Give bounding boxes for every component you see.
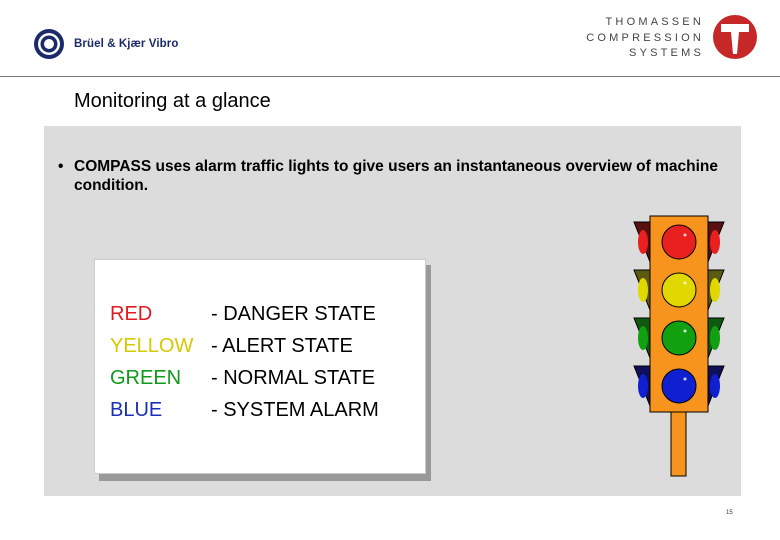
legend-row-blue <box>110 398 379 422</box>
brand-line: COMPRESSION <box>586 31 704 44</box>
green-side-lens <box>638 326 648 350</box>
yellow-side-lens <box>638 278 648 302</box>
legend-color-name: GREEN <box>110 367 182 389</box>
legend-state: - SYSTEM ALARM <box>211 399 379 421</box>
green-side-lens <box>710 326 720 350</box>
thomassen-brand-text <box>586 15 704 62</box>
bullet-marker: • <box>58 158 64 175</box>
legend-row-green <box>110 366 375 390</box>
legend-box <box>94 259 426 474</box>
bruel-kjaer-emblem-icon <box>33 28 65 60</box>
lamp-highlight <box>684 234 687 237</box>
bruel-kjaer-brand-text: Brüel & Kjær Vibro <box>74 38 179 50</box>
red-side-lens <box>638 230 648 254</box>
brand-line: SYSTEMS <box>629 47 704 59</box>
blue-lamp <box>662 369 696 403</box>
legend-row-yellow <box>110 334 353 358</box>
red-lamp <box>662 225 696 259</box>
blue-side-lens <box>710 374 720 398</box>
page-title: Monitoring at a glance <box>74 90 271 112</box>
yellow-side-lens <box>710 278 720 302</box>
legend-color-name: YELLOW <box>110 335 194 357</box>
legend-state: - ALERT STATE <box>211 335 353 357</box>
thomassen-logo <box>586 14 758 62</box>
legend-state: - NORMAL STATE <box>211 367 376 389</box>
legend-row-red <box>110 302 376 326</box>
lamp-highlight <box>684 282 687 285</box>
traffic-light-icon <box>628 212 730 478</box>
legend-state: - DANGER STATE <box>211 303 376 325</box>
green-lamp <box>662 321 696 355</box>
legend-color-name: RED <box>110 303 153 325</box>
blue-side-lens <box>638 374 648 398</box>
yellow-lamp <box>662 273 696 307</box>
bullet-point <box>58 157 738 195</box>
red-side-lens <box>710 230 720 254</box>
legend-color-name: BLUE <box>110 399 163 421</box>
brand-line: THOMASSEN <box>605 16 704 28</box>
header-divider <box>0 76 780 77</box>
bruel-kjaer-logo <box>33 28 178 60</box>
lamp-highlight <box>684 330 687 333</box>
bullet-text: COMPASS uses alarm traffic lights to give users an instantaneous overview of machine condition. <box>74 158 719 194</box>
page-number: 15 <box>726 510 733 516</box>
thomassen-t-emblem-icon <box>712 14 758 60</box>
lamp-highlight <box>684 378 687 381</box>
